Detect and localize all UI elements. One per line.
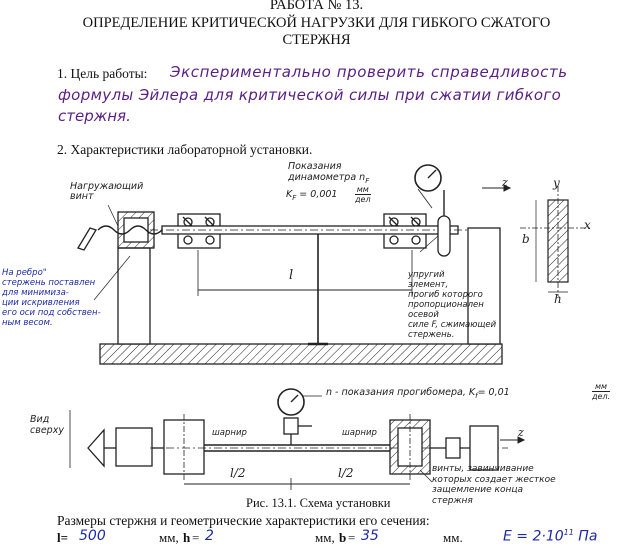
label-z-bottom: z (518, 426, 524, 439)
dims-intro: Размеры стержня и геометрические характеристики его сечения: (57, 513, 430, 528)
label-b: b (522, 232, 530, 246)
label-l: l (289, 268, 294, 283)
deflectometer-unit: мм дел. (592, 382, 611, 401)
dim-h-eq: = (192, 530, 200, 545)
dim-b-unit-prefix: мм, (315, 530, 335, 545)
elastic-element (438, 216, 450, 256)
label-y: y (553, 176, 560, 190)
dims-row (57, 530, 627, 548)
dim-l-label: l= (57, 530, 69, 545)
elastic-note: упругий элемент, прогиб которого пропорционален осевой силе F, сжимающей стержень. (408, 270, 497, 340)
dim-b-label: b (339, 530, 347, 545)
dynamometer-note: Показания динамометра $n_F$ (288, 161, 370, 185)
screw-note: Нагружающий винт (70, 181, 144, 202)
hinge-left-label: шарнир (212, 428, 247, 438)
cross-section (520, 186, 592, 296)
label-x: x (584, 218, 591, 232)
dim-l-value: 500 (79, 528, 106, 544)
dim-h-label: h (183, 530, 191, 545)
label-z-top: z (502, 176, 508, 189)
goal-text-line3: стержня. (58, 107, 131, 125)
goal-text-line1: Экспериментально проверить справедливость (170, 63, 568, 81)
side-note: На ребро" стержень поставлен для минимиза- ции искривления его оси под собствен- ным весом. (2, 268, 101, 328)
base-plate (100, 344, 502, 364)
top-screw-block (116, 428, 152, 466)
deflectometer-note: n - показания прогибомера, $K_f= 0,01$ (326, 387, 510, 400)
dim-b-eq: = (348, 530, 356, 545)
dynamometer-k: $K_F = 0,001$ (286, 189, 338, 202)
top-view-label: Вид сверху (30, 414, 64, 436)
dynamometer-unit: мм дел (355, 185, 371, 204)
page-title-cont: СТЕРЖНЯ (282, 32, 351, 48)
label-h: h (554, 292, 562, 306)
page-title: ОПРЕДЕЛЕНИЕ КРИТИЧЕСКОЙ НАГРУЗКИ ДЛЯ ГИБКОГО СЖАТОГО (82, 15, 551, 31)
figure-caption: Рис. 13.1. Схема установки (246, 496, 391, 510)
label-l-half-left: l/2 (230, 466, 246, 480)
work-title: РАБОТА № 13. (269, 0, 364, 13)
top-spring (446, 438, 460, 458)
top-handle (88, 430, 104, 466)
goal-text-line2: формулы Эйлера для критической силы при сжатии гибкого (58, 86, 562, 104)
hinge-right-label: шарнир (342, 428, 377, 438)
left-column (118, 248, 150, 344)
dim-h-unit: мм, (159, 530, 179, 545)
goal-label: 1. Цель работы: (57, 66, 148, 81)
dim-h-value: 2 (205, 528, 214, 544)
dim-b-unit: мм. (443, 530, 463, 545)
dim-b-value: 35 (361, 528, 379, 544)
modulus-value: $E = 2\cdot 10^{11}$ Па (503, 528, 598, 545)
label-l-half-right: l/2 (338, 466, 354, 480)
setup-label: 2. Характеристики лабораторной установки. (57, 142, 313, 157)
screw-handle (78, 228, 96, 250)
screws-note: винты, завинчивание которых создает жесткое защемление конца стержня (432, 464, 556, 506)
